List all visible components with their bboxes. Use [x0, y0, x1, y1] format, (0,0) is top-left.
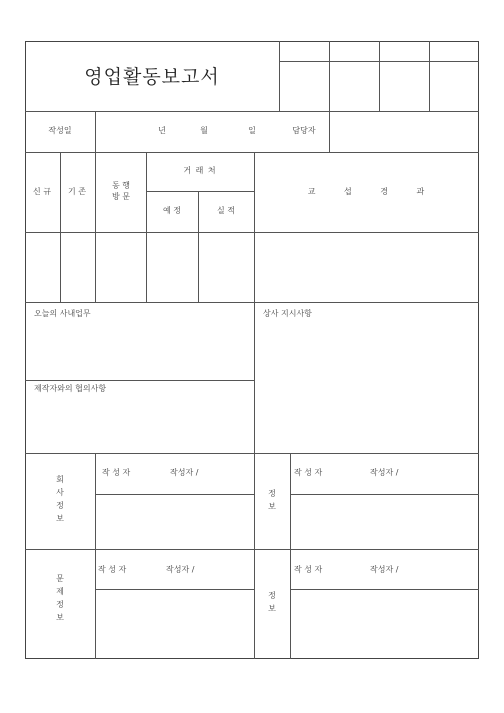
col-accompany: 동 행 방 문 [112, 181, 130, 201]
writer-label: 작 성 자 [102, 468, 131, 477]
info-divider [290, 494, 479, 495]
grid-col [95, 152, 96, 302]
grid-col [146, 152, 147, 302]
col-new: 신 규 [33, 187, 51, 196]
row-divider [25, 152, 479, 153]
info-col [290, 453, 291, 659]
form-title: 영업활동보고서 [84, 66, 220, 88]
section-divider [25, 380, 254, 381]
row-divider [25, 111, 479, 112]
client-divider [146, 191, 254, 192]
date-label: 작성일 [48, 126, 72, 135]
grid-col [60, 152, 61, 302]
col-existing: 기 존 [68, 187, 86, 196]
col-client: 거 래 처 [183, 166, 217, 175]
manager-label: 담당자 [292, 126, 316, 135]
section-col [254, 302, 255, 453]
approval-col [429, 41, 430, 111]
writer-slash: 작성자 / [370, 565, 399, 574]
col-result: 실 적 [217, 206, 235, 215]
info-divider [290, 589, 479, 590]
row-divider [25, 232, 479, 233]
grid-col [198, 191, 199, 302]
row-divider [25, 453, 479, 454]
approval-col [379, 41, 380, 111]
row-divider [25, 549, 479, 550]
today-work-label: 오늘의 사내업무 [34, 309, 91, 318]
writer-label: 작 성 자 [294, 468, 323, 477]
grid-col [254, 152, 255, 302]
approval-col [279, 41, 280, 111]
row-divider [25, 302, 479, 303]
writer-slash: 작성자 / [166, 565, 195, 574]
writer-slash: 작성자 / [170, 468, 199, 477]
coop-items-label: 제작자와의 협의사항 [34, 384, 107, 393]
info-col [95, 453, 96, 659]
date-col [95, 111, 96, 152]
col-negotiation: 교 섭 경 과 [307, 187, 425, 196]
date-day: 일 [248, 126, 256, 135]
company-info-label: 회 사 정 보 [56, 475, 64, 523]
col-plan: 예 정 [163, 206, 181, 215]
date-col [329, 111, 330, 152]
boss-instructions-label: 상사 지시사항 [263, 309, 312, 318]
info-col [254, 453, 255, 659]
info-label: 정 보 [268, 591, 276, 613]
writer-label: 작 성 자 [98, 565, 127, 574]
problem-info-label: 문 제 정 보 [56, 574, 64, 622]
date-month: 월 [200, 126, 208, 135]
info-divider [95, 494, 254, 495]
info-divider [95, 589, 254, 590]
info-label: 정 보 [268, 489, 276, 511]
writer-slash: 작성자 / [370, 468, 399, 477]
approval-col [329, 41, 330, 111]
writer-label: 작 성 자 [294, 565, 323, 574]
date-year: 년 [158, 126, 166, 135]
